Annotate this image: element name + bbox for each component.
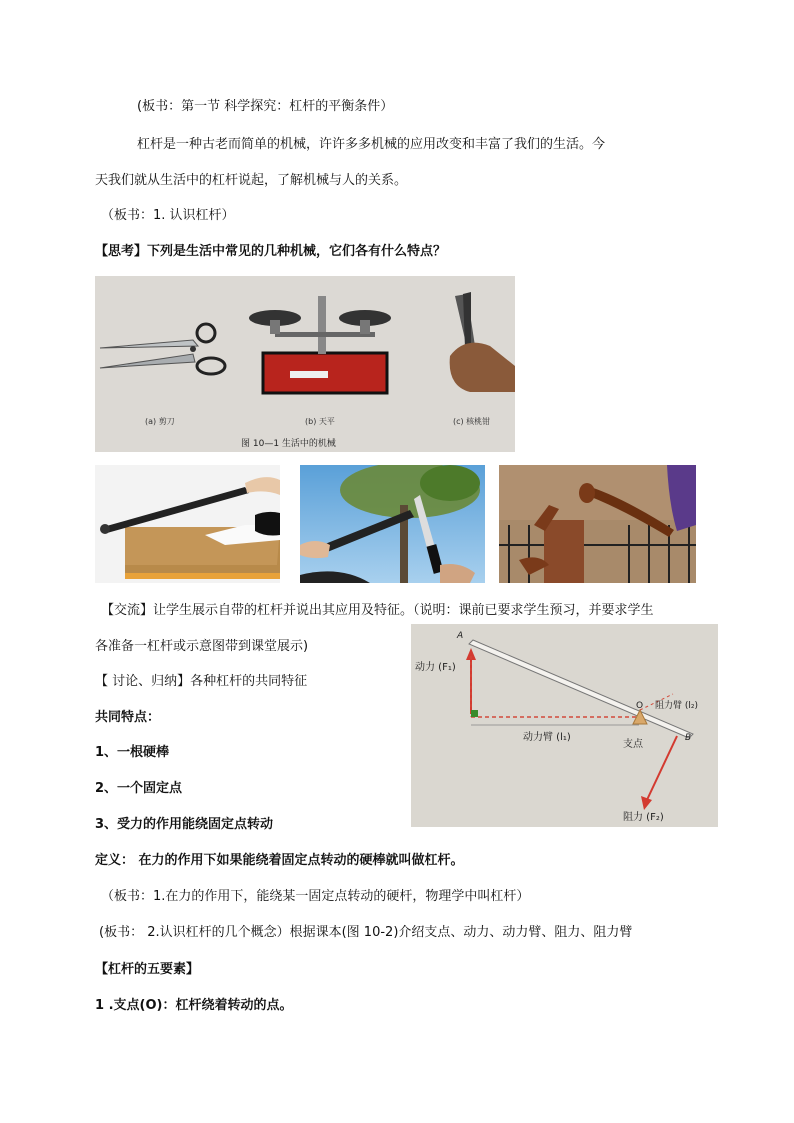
feature-3: 3、受力的作用能绕固定点转动: [95, 817, 274, 832]
board-subtitle: （板书：1. 认识杠杆）: [101, 208, 235, 223]
exchange-line-1: 【交流】让学生展示自带的杠杆并说出其应用及特征。（说明：课前已要求学生预习，并要求学生: [101, 603, 654, 618]
board-title: (板书：第一节 科学探究：杠杆的平衡条件）: [137, 99, 394, 114]
exchange-line-2: 各准备一杠杆或示意图带到课堂展示): [95, 639, 309, 654]
pruning-shears-photo: [300, 465, 485, 583]
effort-arm-label: 动力臂 (l₁): [523, 732, 571, 743]
point-b-label: B: [685, 733, 692, 743]
label-scissors: (a) 剪刀: [145, 417, 175, 426]
label-balance: (b) 天平: [305, 417, 335, 426]
fulcrum-definition: 1 .支点(O)：杠杆绕着转动的点。: [95, 998, 293, 1013]
feature-2: 2、一个固定点: [95, 781, 183, 796]
paper-cutter-photo: [95, 465, 280, 583]
load-arm-label: 阻力臂 (l₂): [655, 701, 698, 711]
load-label: 阻力 (F₂): [623, 812, 664, 823]
lever-diagram: [411, 624, 718, 827]
figure-10-1: [95, 276, 515, 452]
water-pump-photo: [499, 465, 696, 583]
intro-line-2: 天我们就从生活中的杠杆说起，了解机械与人的关系。: [95, 173, 408, 188]
balance-scale-icon: [249, 296, 391, 393]
five-elements-heading: 【杠杆的五要素】: [95, 962, 200, 977]
fulcrum-label: 支点: [623, 739, 643, 750]
board-concepts: (板书： 2.认识杠杆的几个概念）根据课本(图 10-2)介绍支点、动力、动力臂、阻力、阻力臂: [99, 925, 633, 940]
effort-label: 动力 (F₁): [415, 662, 456, 673]
nutcracker-icon: [450, 292, 515, 392]
intro-line-1: 杠杆是一种古老而简单的机械，许许多多机械的应用改变和丰富了我们的生活。今: [137, 137, 606, 152]
feature-1: 1、一根硬棒: [95, 745, 170, 760]
scissors-icon: [100, 324, 225, 374]
common-heading: 共同特点：: [95, 710, 161, 725]
think-question: 【思考】下列是生活中常见的几种机械，它们各有什么特点？: [95, 244, 447, 259]
discuss-heading: 【 讨论、归纳】各种杠杆的共同特征: [95, 674, 308, 689]
figure-caption: 图 10—1 生活中的机械: [241, 439, 336, 449]
point-a-label: A: [457, 631, 464, 641]
board-definition: （板书：1.在力的作用下，能绕某一固定点转动的硬杆，物理学中叫杠杆）: [101, 889, 530, 904]
definition: 定义： 在力的作用下如果能绕着固定点转动的硬棒就叫做杠杆。: [95, 853, 464, 868]
point-o-label: O: [636, 701, 644, 711]
label-nutcracker: (c) 核桃钳: [453, 417, 491, 426]
